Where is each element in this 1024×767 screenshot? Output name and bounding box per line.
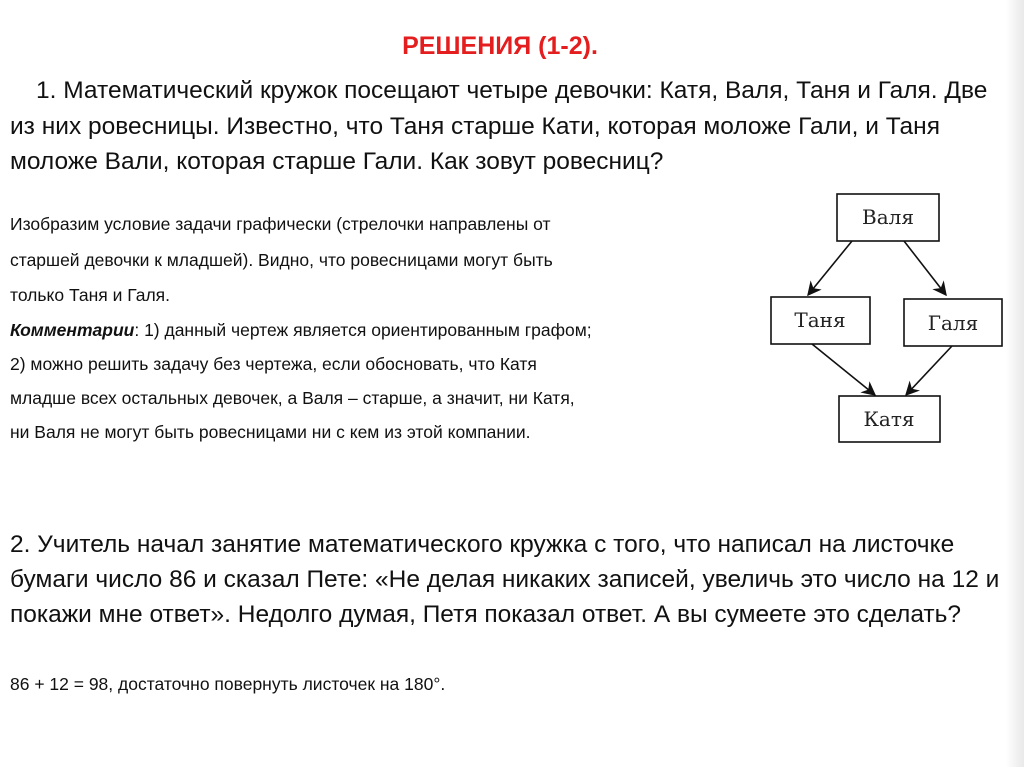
problem-1-comment-line-2: 2) можно решить задачу без чертежа, если обосновать, что Катя (10, 354, 537, 374)
graph-node-valya (837, 194, 939, 241)
problem-1-comment-line-1 (10, 319, 592, 341)
problem-1-solution-line-3: только Таня и Галя. (10, 285, 170, 305)
node-label-galya: Галя (927, 311, 979, 335)
edge-tanya-katya (812, 344, 875, 395)
problem-2-question: 2. Учитель начал занятие математического кружка с того, что написал на листочке бумаги число 86 и сказал Пете: «Не делая никаких записей, увеличь это число на 12 и покажи мне ответ». Недолго думая, Петя показал ответ. А вы сумеете это сделать? (10, 531, 1000, 628)
edge-galya-katya (906, 346, 952, 395)
graph-node-katya (839, 396, 940, 442)
problem-1-comment-line-3: младше всех остальных девочек, а Валя – старше, а значит, ни Катя, (10, 388, 575, 408)
age-graph-diagram (760, 180, 1010, 455)
graph-node-galya (904, 299, 1002, 346)
problem-1-solution-line-1: Изобразим условие задачи графически (стрелочки направлены от (10, 214, 551, 234)
problem-1-solution-line-2: старшей девочки к младшей). Видно, что ровесницами могут быть (10, 250, 553, 270)
problem-2-answer: 86 + 12 = 98, достаточно повернуть листочек на 180°. (10, 674, 446, 694)
problem-1-comment-line-4: ни Валя не могут быть ровесницами ни с кем из этой компании. (10, 422, 531, 442)
node-label-valya: Валя (862, 205, 914, 229)
edge-valya-tanya (808, 241, 852, 295)
problem-1-question: 1. Математический кружок посещают четыре девочки: Катя, Валя, Таня и Галя. Две из них ровесницы. Известно, что Таня старше Кати, которая моложе Гали, и Таня моложе Вали, которая старше Гали. Как зовут ровесниц? (10, 77, 988, 175)
comment-text-1: : 1) данный чертеж является ориентированным графом; (134, 320, 592, 340)
slide-title: РЕШЕНИЯ (1-2). (402, 32, 598, 60)
node-label-katya: Катя (863, 407, 915, 431)
edge-valya-galya (904, 241, 946, 295)
graph-node-tanya (771, 297, 870, 344)
comment-label: Комментарии (10, 320, 135, 340)
node-label-tanya: Таня (794, 308, 846, 332)
